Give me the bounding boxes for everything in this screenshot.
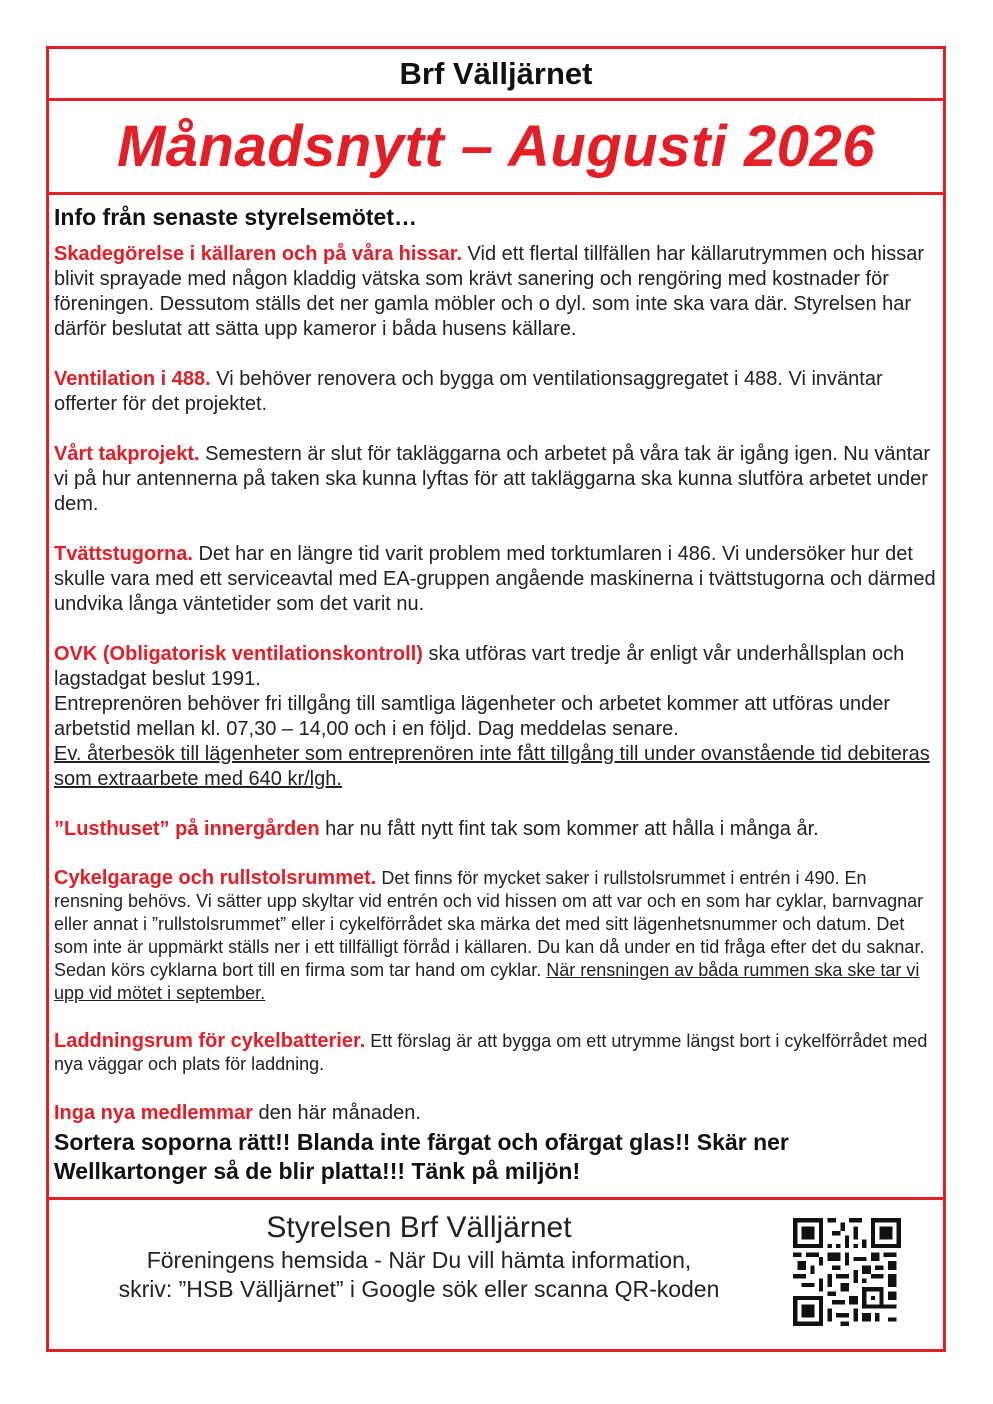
org-title: Brf Välljärnet	[399, 55, 593, 91]
news-item-text: Det har en längre tid varit problem med torktumlaren i 486. Vi undersöker hur det skulle vara med ett serviceavtal med EA-gruppen angående maskinerna i tvättstugorna och därmed undvika långa väntetider som det varit nu.	[54, 543, 936, 615]
footer-line-2: skriv: ”HSB Välljärnet” i Google sök eller scanna QR-koden	[118, 1276, 720, 1302]
news-item-charging	[54, 1030, 937, 1076]
news-item-bikes	[54, 867, 937, 1005]
news-item-text-2: Entreprenören behöver fri tillgång till samtliga lägenheter och arbetet kommer att utföras under arbetstid mellan kl. 07,30 – 14,00 och i en följd. Dag meddelas senare.	[54, 693, 891, 740]
news-item-gazebo	[54, 817, 937, 842]
news-item-heading: ”Lusthuset” på innergården	[54, 818, 320, 840]
news-item-text: har nu fått nytt fint tak som kommer att hålla i många år.	[319, 818, 819, 840]
news-item-heading: Inga nya medlemmar	[54, 1102, 253, 1124]
footer	[49, 1197, 943, 1349]
footer-line-1: Föreningens hemsida - När Du vill hämta information,	[146, 1247, 692, 1273]
news-item-text: Det finns för mycket saker i rullstolsrummet i entrén i 490. En rensning behövs. Vi sätter upp skyltar vid entrén och vid hissen om att var och en som har cyklar, barnvagnar eller annat i ”rullstolsrummet” eller i cykelförrådet ska märka det med sitt lägenhetsnummer och datum. Det som inte är uppmärkt ställs ner i ett tillfälligt förråd i källaren. Du kan då under en tid fråga efter det du saknar. Sedan körs cyklarna bort till en firma som tar hand om cyklar.	[54, 868, 925, 980]
qr-code-icon[interactable]	[793, 1218, 901, 1326]
news-content	[54, 202, 937, 1199]
headline-box	[49, 101, 943, 195]
news-item-laundry	[54, 542, 937, 617]
footer-text	[49, 1210, 789, 1304]
news-item-heading: Tvättstugorna.	[54, 543, 193, 565]
news-item-roof	[54, 442, 937, 517]
news-item-text: Ett förslag är att bygga om ett utrymme längst bort i cykelförrådet med nya väggar och plats för laddning.	[54, 1031, 928, 1074]
news-item-ovk	[54, 642, 937, 792]
org-title-box	[49, 49, 943, 101]
news-item-ventilation	[54, 367, 937, 417]
news-item-heading: Cykelgarage och rullstolsrummet.	[54, 867, 377, 889]
news-item-text: Vid ett flertal tillfällen har källarutrymmen och hissar blivit sprayade med någon kladdig vätska som krävt sanering och rengöring med kostnader för föreningen. Dessutom ställs det ner gamla möbler och o dyl. som inte ska vara där. Styrelsen har därför beslutat att sätta upp kameror i båda husens källare.	[54, 243, 925, 340]
news-item-text: Vi behöver renovera och bygga om ventilationsaggregatet i 488. Vi inväntar offerter för det projektet.	[54, 368, 883, 415]
newsletter-frame	[46, 46, 946, 1352]
headline: Månadsnytt – Augusti 2026	[116, 114, 876, 179]
news-item-underlined: När rensningen av båda rummen ska ske tar vi upp vid mötet i september.	[54, 960, 920, 1003]
news-item-damage	[54, 242, 937, 342]
news-item-text: Semestern är slut för takläggarna och arbetet på våra tak är igång igen. Nu väntar vi på hur antennerna på taken ska kunna lyftas för att takläggarna ska kunna slutföra arbetet under dem.	[54, 443, 931, 515]
news-item-text: ska utföras vart tredje år enligt vår underhållsplan och lagstadgat beslut 1991.	[54, 643, 905, 690]
intro-heading: Info från senaste styrelsemötet…	[54, 204, 418, 230]
closing-message: Sortera soporna rätt!! Blanda inte färgat och ofärgat glas!! Skär ner Wellkartonger så de blir platta!!! Tänk på miljön!	[54, 1129, 789, 1184]
news-item-heading: OVK (Obligatorisk ventilationskontroll)	[54, 643, 423, 665]
news-item-heading: Skadegörelse i källaren och på våra hissar.	[54, 243, 462, 265]
footer-title: Styrelsen Brf Välljärnet	[266, 1211, 572, 1244]
news-item-text: den här månaden.	[252, 1102, 421, 1124]
news-item-members	[54, 1101, 937, 1126]
news-item-heading: Ventilation i 488.	[54, 368, 211, 390]
news-item-underlined: Ev. återbesök till lägenheter som entreprenören inte fått tillgång till under ovanstående tid debiteras som extraarbete med 640 kr/lgh.	[54, 743, 930, 790]
news-item-heading: Vårt takprojekt.	[54, 443, 200, 465]
news-item-heading: Laddningsrum för cykelbatterier.	[54, 1030, 366, 1052]
